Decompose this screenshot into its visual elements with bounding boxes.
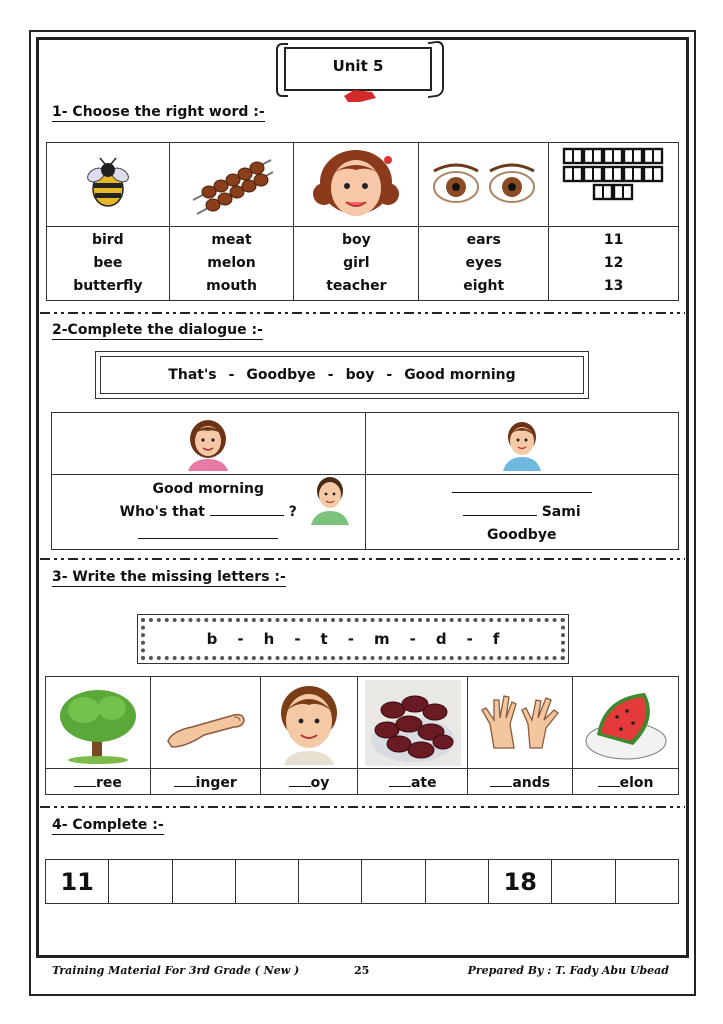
word-option[interactable]: eight <box>463 278 505 294</box>
answer-blank[interactable] <box>463 502 537 516</box>
word-bank-item: Goodbye <box>246 367 316 383</box>
word-bank-separator: - <box>327 367 334 383</box>
word-bank-item: boy <box>345 367 375 383</box>
dates-icon <box>365 680 461 766</box>
number-cell[interactable]: 18 <box>489 860 552 904</box>
word-option[interactable]: bird <box>91 232 124 248</box>
answer-blank[interactable] <box>210 502 284 516</box>
tree-icon <box>54 682 142 764</box>
boy-face-icon <box>272 681 346 765</box>
dialogue-word-bank <box>95 351 589 399</box>
word-option[interactable]: ears <box>466 232 501 248</box>
dialogue-line: Goodbye <box>487 526 557 543</box>
word-bank-item: That's <box>168 367 217 383</box>
word-options-3[interactable] <box>294 227 419 301</box>
girl-face-icon <box>306 148 406 222</box>
number-cell[interactable] <box>552 860 615 904</box>
letter-separator: - <box>466 630 473 648</box>
dialogue-question-mark: ? <box>288 503 297 520</box>
word-option[interactable]: bee <box>93 255 123 271</box>
girl-avatar-icon <box>182 417 234 471</box>
section-divider <box>40 558 685 560</box>
footer-right: Prepared By : T. Fady Abu Ubead <box>467 964 669 977</box>
number-cell[interactable] <box>109 860 172 904</box>
unit-title-banner <box>284 47 432 91</box>
letter-item: f <box>492 630 500 648</box>
word-option[interactable]: boy <box>341 232 371 248</box>
word-bank-item: Good morning <box>404 367 516 383</box>
eyes-icon <box>429 157 539 213</box>
ribbon-icon <box>342 88 378 104</box>
letter-item: m <box>373 630 390 648</box>
footer-left: Training Material For 3rd Grade ( New ) <box>52 964 300 977</box>
hands-icon <box>474 688 566 758</box>
dialogue-line: Who's that <box>119 503 205 520</box>
letter-blank[interactable] <box>74 773 96 787</box>
number-cell[interactable] <box>235 860 298 904</box>
word-ending: ands <box>512 774 551 791</box>
word-option[interactable]: mouth <box>206 278 257 294</box>
letter-blank[interactable] <box>174 773 196 787</box>
books-icon <box>562 147 666 203</box>
word-bank-separator: - <box>386 367 393 383</box>
page-number: 25 <box>354 964 370 977</box>
word-bank-separator: - <box>228 367 235 383</box>
number-cell[interactable] <box>172 860 235 904</box>
missing-letter-item[interactable] <box>260 769 358 795</box>
section-4-heading: 4- Complete :- <box>52 817 164 833</box>
answer-blank[interactable] <box>138 525 278 539</box>
finger-icon <box>162 693 248 753</box>
letter-item: t <box>320 630 328 648</box>
missing-letter-item[interactable] <box>358 769 468 795</box>
number-cell[interactable]: 11 <box>46 860 109 904</box>
number-cell[interactable] <box>425 860 488 904</box>
missing-letter-item[interactable] <box>573 769 679 795</box>
letter-item: h <box>263 630 275 648</box>
number-cell[interactable] <box>299 860 362 904</box>
word-ending: elon <box>619 774 654 791</box>
letter-blank[interactable] <box>598 773 620 787</box>
letter-separator: - <box>237 630 244 648</box>
missing-letters-table <box>45 676 679 795</box>
letter-blank[interactable] <box>490 773 512 787</box>
section-3-heading: 3- Write the missing letters :- <box>52 569 286 585</box>
letter-item: d <box>435 630 447 648</box>
word-options-5[interactable] <box>549 227 679 301</box>
word-option[interactable]: 13 <box>603 278 624 294</box>
word-options-4[interactable] <box>419 227 549 301</box>
number-cell[interactable] <box>362 860 425 904</box>
section-divider <box>40 312 685 314</box>
word-ending: ate <box>410 774 437 791</box>
number-sequence-table <box>45 859 679 904</box>
word-ending: ree <box>95 774 122 791</box>
letter-blank[interactable] <box>289 773 311 787</box>
missing-letter-item[interactable] <box>150 769 260 795</box>
word-option[interactable]: 11 <box>603 232 624 248</box>
boy-small-icon <box>307 473 353 525</box>
section-1-heading: 1- Choose the right word :- <box>52 104 265 120</box>
section-divider <box>40 806 685 808</box>
letter-blank[interactable] <box>389 773 411 787</box>
watermelon-icon <box>583 683 669 763</box>
bee-icon <box>78 155 138 215</box>
dialogue-line: Sami <box>541 503 581 520</box>
letter-separator: - <box>294 630 301 648</box>
dialogue-table <box>51 412 679 550</box>
word-option[interactable]: butterfly <box>73 278 143 294</box>
word-options-2[interactable] <box>169 227 294 301</box>
unit-title: Unit 5 <box>332 57 384 75</box>
choose-word-table <box>46 142 679 301</box>
word-options-1[interactable] <box>47 227 170 301</box>
missing-letter-item[interactable] <box>468 769 573 795</box>
word-option[interactable]: melon <box>207 255 256 271</box>
letter-separator: - <box>347 630 354 648</box>
boy-avatar-icon <box>499 417 545 471</box>
word-option[interactable]: teacher <box>326 278 387 294</box>
kebab-icon <box>187 152 277 218</box>
dialogue-line: Good morning <box>152 480 264 497</box>
word-ending: oy <box>310 774 330 791</box>
word-ending: inger <box>195 774 237 791</box>
section-2-heading: 2-Complete the dialogue :- <box>52 322 263 338</box>
number-cell[interactable] <box>615 860 678 904</box>
answer-blank[interactable] <box>452 479 592 493</box>
word-option[interactable]: girl <box>343 255 370 271</box>
missing-letter-item[interactable] <box>46 769 151 795</box>
word-option[interactable]: 12 <box>603 255 624 271</box>
letter-item: b <box>206 630 218 648</box>
word-option[interactable]: meat <box>211 232 252 248</box>
letter-bank <box>137 614 569 664</box>
letter-separator: - <box>409 630 416 648</box>
word-option[interactable]: eyes <box>465 255 502 271</box>
